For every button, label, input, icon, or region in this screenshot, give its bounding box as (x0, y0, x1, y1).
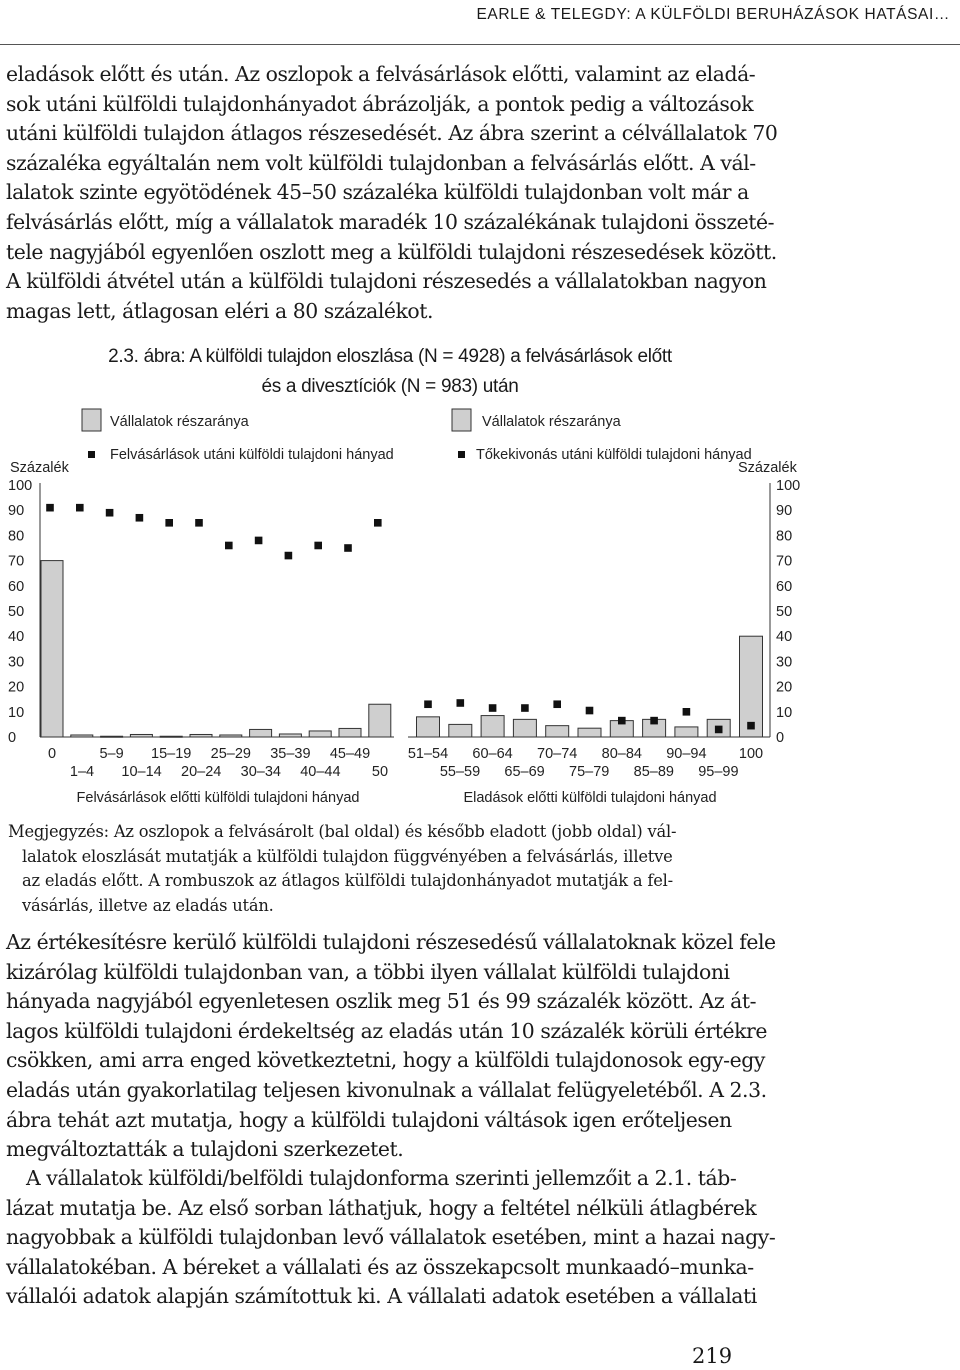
text-line: eladás után gyakorlatilag teljesen kivonulnak a vállalat felügyeletéből. A 2.3. (6, 1077, 767, 1102)
x-tick-label-right: 60–64 (472, 746, 513, 762)
x-tick-label-left: 25–29 (210, 746, 251, 762)
bar-right-75–79 (578, 728, 601, 737)
header-divider (0, 44, 960, 45)
marker-right-80–84 (618, 717, 626, 725)
bar-left-45–49 (339, 728, 361, 737)
marker-left-10–14 (136, 514, 144, 522)
text-line: lagos külföldi tulajdoni érdekeltség az eladás után 10 százalék körüli értékre (6, 1018, 767, 1043)
x-tick-label-left: 5–9 (99, 746, 124, 762)
y-tick-label-left: 90 (8, 503, 25, 520)
x-tick-label-left: 20–24 (181, 764, 222, 780)
legend-bar-label-left: Vállalatok részaránya (110, 414, 249, 430)
text-line: hányada nagyjából egyenletesen oszlik meg 51 és 99 százalék között. Az át- (6, 989, 757, 1014)
y-tick-label-left: 80 (8, 528, 25, 545)
y-tick-label-right: 40 (776, 629, 793, 646)
bar-right-60–64 (481, 716, 504, 737)
marker-right-55–59 (457, 699, 465, 707)
marker-right-75–79 (586, 707, 594, 715)
y-tick-label-left: 20 (8, 679, 25, 696)
figure-note (8, 820, 698, 918)
bar-left-15–19 (160, 736, 182, 737)
text-line: százaléka egyáltalán nem volt külföldi tulajdonban a felvásárlás előtt. A vál- (6, 150, 756, 175)
text-line: felvásárlás előtt, míg a vállalatok maradék 10 százalékának tulajdoni összeté- (6, 209, 775, 234)
y-axis-title-left: Százalék (10, 460, 69, 476)
text-line: tele nagyjából egyenlően oszlott meg a külföldi tulajdoni részesedések között. (6, 239, 777, 264)
page-number: 219 (692, 1344, 733, 1368)
x-axis-title-left: Felvásárlások előtti külföldi tulajdoni hányad (76, 790, 360, 806)
y-tick-label-right: 90 (776, 503, 793, 520)
bar-left-5–9 (101, 736, 123, 737)
y-tick-label-right: 10 (776, 704, 793, 721)
x-tick-label-left: 50 (371, 764, 389, 780)
y-tick-label-left: 0 (8, 730, 17, 746)
y-tick-label-left: 60 (8, 578, 25, 595)
bar-left-35–39 (279, 734, 301, 737)
y-tick-label-left: 50 (8, 604, 25, 620)
x-tick-label-right: 85–89 (633, 764, 674, 780)
y-tick-label-right: 70 (776, 553, 793, 570)
bar-left-1–4 (71, 735, 93, 737)
bar-left-10–14 (130, 734, 152, 737)
x-tick-label-left: 45–49 (329, 746, 371, 762)
marker-left-30–34 (255, 537, 263, 545)
legend-marker-swatch-right (458, 451, 465, 458)
legend-bar-label-right: Vállalatok részaránya (482, 414, 621, 430)
x-tick-label-left: 1–4 (69, 764, 95, 780)
y-tick-label-left: 70 (8, 553, 25, 570)
y-tick-label-left: 10 (8, 704, 25, 721)
x-tick-label-right: 95–99 (698, 764, 739, 780)
y-tick-label-right: 30 (776, 654, 793, 671)
legend-bar-swatch-right (452, 409, 471, 431)
paragraph-3 (6, 1164, 776, 1312)
text-line: sok utáni külföldi tulajdonhányadot ábrázolják, a pontok pedig a változások (6, 91, 754, 116)
bar-right-70–74 (546, 726, 569, 737)
y-tick-label-left: 40 (8, 629, 25, 646)
x-tick-label-left: 35–39 (270, 746, 311, 762)
y-tick-label-right: 50 (776, 604, 793, 620)
bar-right-51–54 (417, 717, 440, 737)
marker-right-65–69 (521, 704, 529, 712)
legend-marker-label-left: Felvásárlások utáni külföldi tulajdoni hányad (110, 447, 394, 463)
bar-left-0 (41, 561, 63, 737)
marker-right-85–89 (650, 717, 658, 725)
y-tick-label-right: 80 (776, 528, 793, 545)
y-tick-label-right: 20 (776, 679, 793, 696)
paragraph-2 (6, 928, 776, 1165)
marker-right-60–64 (489, 704, 497, 712)
bar-right-65–69 (513, 719, 536, 737)
x-tick-label-right: 80–84 (601, 746, 642, 762)
marker-right-70–74 (553, 700, 561, 708)
marker-left-5–9 (106, 509, 114, 517)
marker-left-45–49 (344, 544, 352, 552)
x-tick-label-left: 15–19 (151, 746, 192, 762)
marker-left-25–29 (225, 542, 233, 550)
x-tick-label-right: 51–54 (407, 746, 449, 762)
x-tick-label-left: 0 (47, 746, 57, 762)
marker-left-40–44 (314, 542, 322, 550)
bar-left-25–29 (220, 735, 242, 737)
text-line: megváltoztatták a tulajdoni szerkezetet. (6, 1137, 404, 1162)
bar-left-50 (369, 704, 391, 737)
bar-left-40–44 (309, 731, 331, 737)
text-line: csökken, ami arra enged következtetni, hogy a külföldi tulajdonosok egy-egy (6, 1048, 765, 1073)
y-tick-label-left: 100 (8, 478, 33, 494)
x-axis-title-right: Eladások előtti külföldi tulajdoni hányad (463, 790, 717, 806)
x-tick-label-left: 10–14 (121, 764, 162, 780)
x-tick-label-right: 55–59 (439, 764, 481, 780)
y-tick-label-right: 60 (776, 578, 793, 595)
legend-marker-swatch-left (88, 451, 95, 458)
text-line: magas lett, átlagosan eléri a 80 százalékot. (6, 298, 434, 323)
y-tick-label-right: 0 (776, 730, 785, 746)
x-tick-label-right: 70–74 (537, 746, 578, 762)
note-line: lalatok eloszlását mutatják a külföldi tulajdon függvényében a felvásárlás, illetve (22, 846, 673, 866)
text-line: A vállalatok külföldi/belföldi tulajdonforma szerinti jellemzőit a 2.1. táb- (26, 1166, 737, 1190)
bar-left-20–24 (190, 734, 212, 737)
figure-title-line-1: 2.3. ábra: A külföldi tulajdon eloszlása (N = 4928) a felvásárlások előtt (108, 346, 672, 367)
marker-left-1–4 (76, 504, 84, 512)
marker-right-100 (747, 722, 755, 730)
text-line: vállalatokéban. A béreket a vállalati és az összekapcsolt munkaadó–munka- (6, 1254, 754, 1279)
x-tick-label-right: 75–79 (569, 764, 610, 780)
x-tick-label-left: 30–34 (240, 764, 281, 780)
x-tick-label-right: 90–94 (666, 746, 707, 762)
note-line: Megjegyzés: Az oszlopok a felvásárolt (bal oldal) és később eladott (jobb oldal) vál- (8, 822, 677, 841)
y-axis-title-right: Százalék (738, 460, 797, 476)
marker-right-95–99 (715, 726, 723, 734)
bar-right-90–94 (675, 727, 698, 737)
legend-marker-label-right: Tőkekivonás utáni külföldi tulajdoni hányad (476, 447, 752, 463)
marker-left-15–19 (165, 519, 173, 527)
bar-right-55–59 (449, 724, 472, 737)
text-line: lázat mutatja be. Az első sorban láthatjuk, hogy a feltétel nélküli átlagbérek (6, 1195, 757, 1220)
paragraph-1 (6, 60, 778, 326)
figure-title (40, 342, 740, 402)
marker-left-50 (374, 519, 382, 527)
note-line: az eladás előtt. A rombuszok az átlagos külföldi tulajdonhányadot mutatják a fel- (22, 871, 673, 890)
text-line: nagyobbak a külföldi tulajdonban levő vállalatok esetében, mint a hazai nagy- (6, 1225, 776, 1250)
marker-right-90–94 (683, 708, 691, 716)
x-tick-label-left: 40–44 (300, 764, 341, 780)
y-tick-label-left: 30 (8, 654, 25, 671)
legend-bar-swatch-left (82, 409, 101, 431)
marker-left-0 (46, 504, 54, 512)
text-line: ábra tehát azt mutatja, hogy a külföldi tulajdoni váltások igen erőteljesen (6, 1107, 732, 1132)
figure-title-line-2: és a divesztíciók (N = 983) után (261, 376, 519, 397)
x-tick-label-right: 100 (738, 746, 764, 762)
note-line: vásárlás, illetve az eladás után. (22, 895, 274, 915)
text-line: kizárólag külföldi tulajdonban van, a többi ilyen vállalat külföldi tulajdoni (6, 959, 730, 984)
text-line: A külföldi átvétel után a külföldi tulajdoni részesedés a vállalatokban nagyon (6, 269, 767, 294)
text-line: Az értékesítésre kerülő külföldi tulajdoni részesedésű vállalatoknak közel fele (6, 930, 776, 954)
marker-left-35–39 (285, 552, 293, 560)
text-line: utáni külföldi tulajdon átlagos részesedését. Az ábra szerint a célvállalatok 70 (6, 121, 778, 146)
text-line: eladások előtt és után. Az oszlopok a felvásárlások előtti, valamint az eladá- (6, 62, 756, 86)
running-head: EARLE & TELEGDY: A KÜLFÖLDI BERUHÁZÁSOK HATÁSAI… (476, 6, 950, 23)
text-line: vállalói adatok alapján számítottuk ki. A vállalati adatok esetében a vállalati (6, 1284, 757, 1309)
x-tick-label-right: 65–69 (504, 764, 545, 780)
text-line: lalatok szinte egyötödének 45–50 százaléka külföldi tulajdonban volt már a (6, 180, 749, 205)
marker-left-20–24 (195, 519, 203, 527)
bar-left-30–34 (250, 729, 272, 737)
marker-right-51–54 (424, 700, 432, 708)
ownership-distribution-chart (0, 400, 960, 810)
y-tick-label-right: 100 (776, 478, 801, 494)
